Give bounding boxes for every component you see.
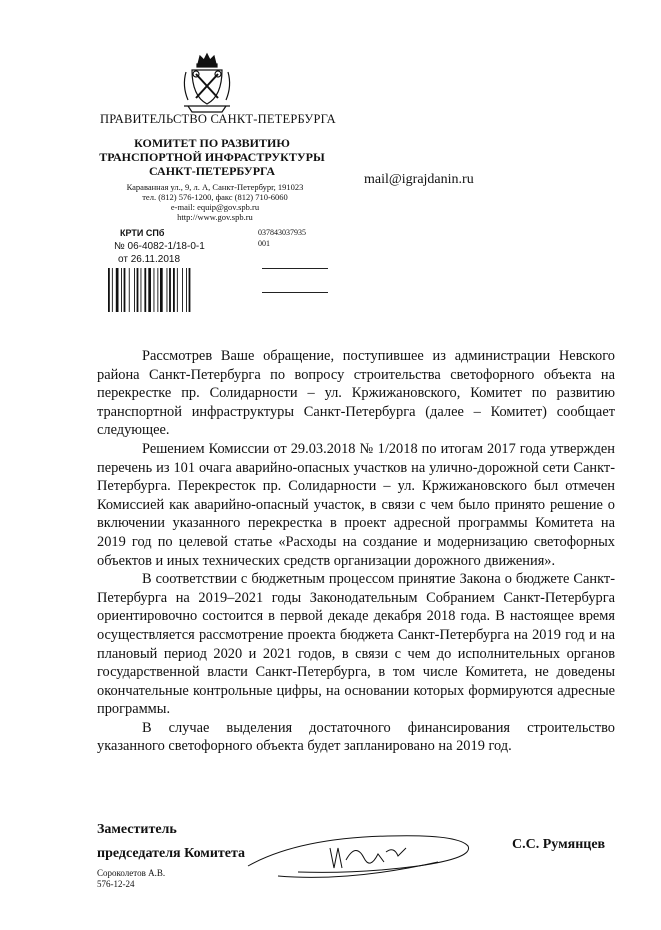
position-line: председателя Комитета xyxy=(97,846,246,861)
barcode-bar xyxy=(108,268,110,312)
reference-number: 037843037935 xyxy=(258,228,306,237)
blank-line xyxy=(262,292,328,293)
barcode-bar xyxy=(148,268,151,312)
handwritten-signature-icon xyxy=(238,818,478,888)
barcode-bar xyxy=(160,268,163,312)
barcode-bar xyxy=(129,268,130,312)
barcode-bar xyxy=(137,268,139,312)
committee-line: САНКТ-ПЕТЕРБУРГА xyxy=(148,164,276,178)
barcode-bar xyxy=(167,268,168,312)
committee-address xyxy=(110,182,320,222)
barcode-bar xyxy=(134,268,135,312)
executor-phone: 576-12-24 xyxy=(97,879,135,889)
barcode-bar xyxy=(182,268,183,312)
recipient-email: mail@igrajdanin.ru xyxy=(364,172,474,187)
paragraph: Решением Комиссии от 29.03.2018 № 1/2018 по итогам 2017 года утвержден перечень из 101 очага аварийно-опасных участков на улично-дорожной сети Санкт-Петербурга. Перекресток пр. Солидарности – ул. Кржижановского был отмечен Комиссией как аварийно-опасный участок, в связи с чем было принято решение о включении указанного перекрестка в проект адресной программы Комитета на 2019 год по целевой статье «Расходы на создание и модернизацию светофорных объектов и иных технических средств организации дорожного движения». xyxy=(97,440,615,569)
address-line: Караванная ул., 9, л. А, Санкт-Петербург, 191023 xyxy=(126,182,304,192)
barcode-bar xyxy=(177,268,178,312)
barcode-bar xyxy=(121,268,122,312)
barcode-bar xyxy=(154,268,155,312)
stamp-number: № 06-4082-1/18-0-1 xyxy=(114,241,205,252)
barcode-bar xyxy=(173,268,175,312)
spb-coat-of-arms-icon xyxy=(178,50,236,114)
paragraph: Рассмотрев Ваше обращение, поступившее из администрации Невского района Санкт-Петербурга по вопросу строительства светофорного объекта на перекрестке пр. Солидарности – ул. Кржижановского, Комитет по развитию транспортной инфраструктуры Санкт-Петербурга (далее – Комитет) сообщает следующее. xyxy=(97,348,615,439)
government-name: ПРАВИТЕЛЬСТВО САНКТ-ПЕТЕРБУРГА xyxy=(100,112,336,126)
barcode-bar xyxy=(124,268,126,312)
paragraph: В случае выделения достаточного финансирования строительство указанного светофорного объекта будет запланировано на 2019 год. xyxy=(97,719,615,755)
address-line: e-mail: equip@gov.spb.ru xyxy=(170,202,260,212)
registration-stamp xyxy=(100,224,228,318)
reference-number: 001 xyxy=(258,239,270,248)
paragraph: В соответствии с бюджетным процессом принятие Закона о бюджете Санкт-Петербурга на 2019–2021 годы Законодательным Собранием Санкт-Петербурга ориентировочно состоится в первой декаде декабря 2018 года. В настоящее время осуществляется рассмотрение проекта бюджета Санкт-Петербурга на 2019 год и на плановый период 2020 и 2021 годов, в связи с чем до исполнительных органов государственной власти Санкт-Петербурга, в том числе Комитета, не доведены окончательные контрольные цифры, на основании которых формируются адресные программы. xyxy=(97,571,615,718)
address-line: http://www.gov.spb.ru xyxy=(177,212,253,222)
barcode-bar xyxy=(112,268,113,312)
stamp-date: от 26.11.2018 xyxy=(118,254,181,265)
blank-line xyxy=(262,268,328,269)
executor-info xyxy=(97,868,165,890)
signatory-position xyxy=(97,818,245,866)
executor-name: Сороколетов А.В. xyxy=(97,868,166,878)
committee-line: КОМИТЕТ ПО РАЗВИТИЮ xyxy=(134,136,290,150)
committee-line: ТРАНСПОРТНОЙ ИНФРАСТРУКТУРЫ xyxy=(99,150,325,164)
barcode-bar xyxy=(169,268,171,312)
committee-name xyxy=(92,136,332,178)
barcode-bar xyxy=(186,268,187,312)
stamp-org: КРТИ СПб xyxy=(120,228,165,238)
position-line: Заместитель xyxy=(97,822,177,837)
barcode-bar xyxy=(141,268,142,312)
barcode-bar xyxy=(157,268,158,312)
barcode-icon xyxy=(106,268,218,314)
address-line: тел. (812) 576-1200, факс (812) 710-6060 xyxy=(142,192,288,202)
letter-body xyxy=(97,347,615,756)
barcode-bar xyxy=(189,268,191,312)
signatory-name: С.С. Румянцев xyxy=(512,837,606,852)
barcode-bar xyxy=(144,268,146,312)
barcode-bar xyxy=(116,268,119,312)
